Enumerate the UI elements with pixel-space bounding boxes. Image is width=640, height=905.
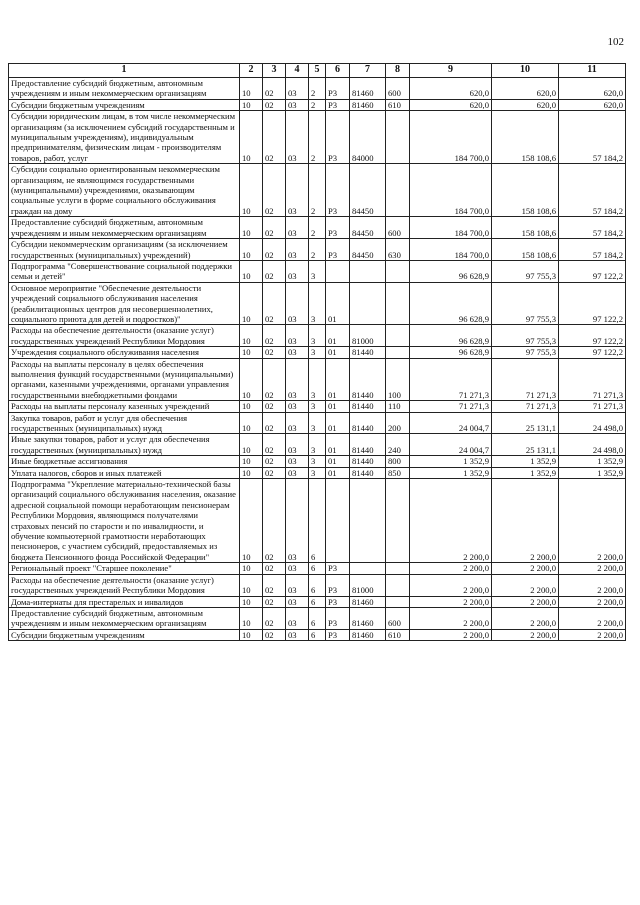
subsection-code: 02 (263, 629, 286, 640)
amount-year-3: 97 122,2 (559, 260, 626, 282)
subsection-code: 02 (263, 434, 286, 456)
direction-code: 81000 (350, 325, 386, 347)
section-code: 10 (240, 239, 263, 261)
direction-code: 81460 (350, 607, 386, 629)
amount-year-3: 2 200,0 (559, 596, 626, 607)
table-row (9, 358, 626, 401)
column-header: 10 (492, 64, 559, 78)
section-code: 10 (240, 164, 263, 217)
subprogram-code: 2 (309, 99, 326, 110)
event-code: 01 (326, 401, 350, 412)
table-row (9, 574, 626, 596)
section-code: 10 (240, 260, 263, 282)
expense-type-code: 240 (386, 434, 410, 456)
program-code: 03 (286, 358, 309, 401)
direction-code: 81460 (350, 596, 386, 607)
amount-year-1: 2 200,0 (410, 574, 492, 596)
table-row (9, 596, 626, 607)
program-code: 03 (286, 347, 309, 358)
subsection-code: 02 (263, 596, 286, 607)
subprogram-code: 6 (309, 574, 326, 596)
expense-type-code (386, 260, 410, 282)
subsection-code: 02 (263, 479, 286, 563)
amount-year-3: 71 271,3 (559, 358, 626, 401)
amount-year-2: 25 131,1 (492, 412, 559, 434)
expense-type-code: 630 (386, 239, 410, 261)
event-code: P3 (326, 596, 350, 607)
expense-type-code: 850 (386, 467, 410, 478)
direction-code: 81440 (350, 358, 386, 401)
program-code: 03 (286, 260, 309, 282)
table-row (9, 412, 626, 434)
subsection-code: 02 (263, 282, 286, 325)
section-code: 10 (240, 479, 263, 563)
event-code: 01 (326, 456, 350, 467)
row-name: Дома-интернаты для престарелых и инвалидов (9, 596, 240, 607)
amount-year-1: 2 200,0 (410, 596, 492, 607)
direction-code: 81440 (350, 401, 386, 412)
direction-code (350, 260, 386, 282)
program-code: 03 (286, 629, 309, 640)
amount-year-1: 184 700,0 (410, 239, 492, 261)
amount-year-3: 2 200,0 (559, 629, 626, 640)
amount-year-1: 24 004,7 (410, 412, 492, 434)
subprogram-code: 2 (309, 217, 326, 239)
section-code: 10 (240, 607, 263, 629)
table-row (9, 401, 626, 412)
subprogram-code: 3 (309, 456, 326, 467)
event-code (326, 479, 350, 563)
direction-code: 84450 (350, 164, 386, 217)
expense-type-code (386, 574, 410, 596)
subprogram-code: 2 (309, 164, 326, 217)
column-header: 3 (263, 64, 286, 78)
event-code: 01 (326, 282, 350, 325)
table-row (9, 239, 626, 261)
direction-code: 81460 (350, 99, 386, 110)
amount-year-1: 96 628,9 (410, 282, 492, 325)
row-name: Региональный проект "Старшее поколение" (9, 563, 240, 574)
row-name: Субсидии юридическим лицам, в том числе некоммерческим организациям (за исключением субсидий государственным и муниципальным учреждениям), индивидуальным предпринимателям, физическим лицам - производителям товаров, работ, услуг (9, 111, 240, 164)
table-row (9, 325, 626, 347)
expense-type-code: 110 (386, 401, 410, 412)
amount-year-3: 24 498,0 (559, 434, 626, 456)
amount-year-2: 620,0 (492, 99, 559, 110)
amount-year-2: 2 200,0 (492, 479, 559, 563)
section-code: 10 (240, 456, 263, 467)
expense-type-code: 600 (386, 607, 410, 629)
subsection-code: 02 (263, 99, 286, 110)
row-name: Расходы на выплаты персоналу казенных учреждений (9, 401, 240, 412)
row-name: Субсидии бюджетным учреждениям (9, 629, 240, 640)
expense-type-code (386, 596, 410, 607)
event-code: 01 (326, 467, 350, 478)
amount-year-3: 2 200,0 (559, 607, 626, 629)
table-row (9, 111, 626, 164)
expense-type-code: 600 (386, 217, 410, 239)
subprogram-code: 3 (309, 260, 326, 282)
table-row (9, 456, 626, 467)
event-code: 01 (326, 434, 350, 456)
amount-year-2: 158 108,6 (492, 239, 559, 261)
event-code: 01 (326, 412, 350, 434)
amount-year-3: 620,0 (559, 78, 626, 100)
amount-year-3: 2 200,0 (559, 479, 626, 563)
expense-type-code (386, 479, 410, 563)
event-code: 01 (326, 325, 350, 347)
header-row (9, 64, 626, 78)
program-code: 03 (286, 456, 309, 467)
amount-year-3: 1 352,9 (559, 467, 626, 478)
subsection-code: 02 (263, 347, 286, 358)
column-header: 9 (410, 64, 492, 78)
direction-code: 81000 (350, 574, 386, 596)
section-code: 10 (240, 217, 263, 239)
amount-year-1: 96 628,9 (410, 325, 492, 347)
subsection-code: 02 (263, 325, 286, 347)
section-code: 10 (240, 412, 263, 434)
subsection-code: 02 (263, 456, 286, 467)
subsection-code: 02 (263, 164, 286, 217)
amount-year-2: 158 108,6 (492, 111, 559, 164)
column-header: 1 (9, 64, 240, 78)
subsection-code: 02 (263, 401, 286, 412)
program-code: 03 (286, 596, 309, 607)
subsection-code: 02 (263, 217, 286, 239)
program-code: 03 (286, 164, 309, 217)
program-code: 03 (286, 479, 309, 563)
subprogram-code: 2 (309, 111, 326, 164)
expense-type-code: 610 (386, 629, 410, 640)
subsection-code: 02 (263, 412, 286, 434)
amount-year-2: 2 200,0 (492, 607, 559, 629)
row-name: Предоставление субсидий бюджетным, автономным учреждениям и иным некоммерческим организациям (9, 78, 240, 100)
direction-code: 84000 (350, 111, 386, 164)
amount-year-1: 71 271,3 (410, 401, 492, 412)
section-code: 10 (240, 434, 263, 456)
budget-table (8, 63, 626, 641)
subsection-code: 02 (263, 607, 286, 629)
table-row (9, 347, 626, 358)
column-header: 2 (240, 64, 263, 78)
subprogram-code: 3 (309, 467, 326, 478)
direction-code (350, 282, 386, 325)
row-name: Предоставление субсидий бюджетным, автономным учреждениям и иным некоммерческим организациям (9, 607, 240, 629)
expense-type-code: 600 (386, 78, 410, 100)
event-code: P3 (326, 217, 350, 239)
section-code: 10 (240, 99, 263, 110)
subprogram-code: 3 (309, 347, 326, 358)
amount-year-1: 2 200,0 (410, 479, 492, 563)
row-name: Субсидии социально ориентированным некоммерческим организациям, не являющимся государственными (муниципальными) учреждениями, оказывающим социальные услуги в форме социального обслуживания граждан на дому (9, 164, 240, 217)
amount-year-2: 97 755,3 (492, 260, 559, 282)
event-code: P3 (326, 164, 350, 217)
direction-code (350, 563, 386, 574)
row-name: Иные закупки товаров, работ и услуг для обеспечения государственных (муниципальных) нужд (9, 434, 240, 456)
table-row (9, 467, 626, 478)
subsection-code: 02 (263, 467, 286, 478)
table-row (9, 479, 626, 563)
amount-year-2: 97 755,3 (492, 325, 559, 347)
expense-type-code: 200 (386, 412, 410, 434)
expense-type-code (386, 111, 410, 164)
section-code: 10 (240, 596, 263, 607)
section-code: 10 (240, 111, 263, 164)
program-code: 03 (286, 607, 309, 629)
subsection-code: 02 (263, 563, 286, 574)
table-body (9, 78, 626, 641)
program-code: 03 (286, 467, 309, 478)
amount-year-1: 620,0 (410, 99, 492, 110)
table-row (9, 164, 626, 217)
program-code: 03 (286, 412, 309, 434)
amount-year-2: 71 271,3 (492, 358, 559, 401)
row-name: Уплата налогов, сборов и иных платежей (9, 467, 240, 478)
table-row (9, 99, 626, 110)
program-code: 03 (286, 401, 309, 412)
amount-year-3: 2 200,0 (559, 574, 626, 596)
direction-code (350, 479, 386, 563)
column-header: 6 (326, 64, 350, 78)
amount-year-3: 1 352,9 (559, 456, 626, 467)
row-name: Закупка товаров, работ и услуг для обеспечения государственных (муниципальных) нужд (9, 412, 240, 434)
table-row (9, 629, 626, 640)
program-code: 03 (286, 78, 309, 100)
subsection-code: 02 (263, 260, 286, 282)
row-name: Субсидии бюджетным учреждениям (9, 99, 240, 110)
expense-type-code (386, 325, 410, 347)
subprogram-code: 3 (309, 282, 326, 325)
subsection-code: 02 (263, 111, 286, 164)
event-code (326, 260, 350, 282)
section-code: 10 (240, 467, 263, 478)
program-code: 03 (286, 217, 309, 239)
direction-code: 81440 (350, 467, 386, 478)
section-code: 10 (240, 325, 263, 347)
row-name: Расходы на обеспечение деятельности (оказание услуг) государственных учреждений Республики Мордовия (9, 325, 240, 347)
direction-code: 84450 (350, 217, 386, 239)
amount-year-1: 2 200,0 (410, 607, 492, 629)
amount-year-3: 97 122,2 (559, 282, 626, 325)
page-number: 102 (607, 36, 624, 48)
amount-year-2: 158 108,6 (492, 217, 559, 239)
amount-year-3: 2 200,0 (559, 563, 626, 574)
section-code: 10 (240, 629, 263, 640)
column-header: 5 (309, 64, 326, 78)
direction-code: 81460 (350, 629, 386, 640)
section-code: 10 (240, 574, 263, 596)
row-name: Иные бюджетные ассигнования (9, 456, 240, 467)
program-code: 03 (286, 434, 309, 456)
table-row (9, 434, 626, 456)
amount-year-3: 97 122,2 (559, 347, 626, 358)
subsection-code: 02 (263, 574, 286, 596)
amount-year-3: 97 122,2 (559, 325, 626, 347)
expense-type-code: 610 (386, 99, 410, 110)
section-code: 10 (240, 563, 263, 574)
column-header: 4 (286, 64, 309, 78)
amount-year-3: 57 184,2 (559, 164, 626, 217)
event-code: 01 (326, 347, 350, 358)
amount-year-1: 24 004,7 (410, 434, 492, 456)
row-name: Субсидии некоммерческим организациям (за исключением государственных (муниципальных) учреждений) (9, 239, 240, 261)
amount-year-1: 2 200,0 (410, 563, 492, 574)
amount-year-3: 24 498,0 (559, 412, 626, 434)
program-code: 03 (286, 282, 309, 325)
amount-year-1: 96 628,9 (410, 260, 492, 282)
table-row (9, 260, 626, 282)
amount-year-2: 2 200,0 (492, 596, 559, 607)
row-name: Учреждения социального обслуживания населения (9, 347, 240, 358)
program-code: 03 (286, 574, 309, 596)
row-name: Расходы на выплаты персоналу в целях обеспечения выполнения функций государственными (муниципальными) органами, казенными учреждениями, органами управления государственными внебюджетными фондами (9, 358, 240, 401)
amount-year-2: 2 200,0 (492, 563, 559, 574)
row-name: Подпрограмма "Укрепление материально-технической базы организаций социального обслуживания населения, оказание адресной социальной помощи неработающим пенсионерам Республики Мордовия, являющимся получателями страховых пенсий по старости и по инвалидности, и обучение компьютерной грамотности неработающих пенсионеров, с участием субсидий, предоставляемых из бюджета Пенсионного фонда Российской Федерации" (9, 479, 240, 563)
event-code: P3 (326, 99, 350, 110)
amount-year-2: 158 108,6 (492, 164, 559, 217)
column-header: 11 (559, 64, 626, 78)
column-header: 8 (386, 64, 410, 78)
row-name: Предоставление субсидий бюджетным, автономным учреждениям и иным некоммерческим организациям (9, 217, 240, 239)
event-code: P3 (326, 78, 350, 100)
amount-year-1: 620,0 (410, 78, 492, 100)
amount-year-3: 57 184,2 (559, 239, 626, 261)
subsection-code: 02 (263, 78, 286, 100)
table-row (9, 78, 626, 100)
amount-year-2: 2 200,0 (492, 629, 559, 640)
subprogram-code: 6 (309, 563, 326, 574)
event-code: P3 (326, 607, 350, 629)
amount-year-2: 1 352,9 (492, 467, 559, 478)
subprogram-code: 2 (309, 78, 326, 100)
amount-year-1: 184 700,0 (410, 217, 492, 239)
subprogram-code: 2 (309, 239, 326, 261)
program-code: 03 (286, 99, 309, 110)
section-code: 10 (240, 78, 263, 100)
row-name: Основное мероприятие "Обеспечение деятельности учреждений социального обслуживания населения (реабилитационных центров для несовершеннолетних, социального приюта для детей и подростков)" (9, 282, 240, 325)
subprogram-code: 3 (309, 358, 326, 401)
expense-type-code (386, 563, 410, 574)
amount-year-2: 620,0 (492, 78, 559, 100)
amount-year-3: 57 184,2 (559, 111, 626, 164)
subprogram-code: 3 (309, 401, 326, 412)
event-code: 01 (326, 358, 350, 401)
section-code: 10 (240, 347, 263, 358)
column-header: 7 (350, 64, 386, 78)
amount-year-3: 71 271,3 (559, 401, 626, 412)
amount-year-2: 25 131,1 (492, 434, 559, 456)
direction-code: 81440 (350, 412, 386, 434)
amount-year-1: 1 352,9 (410, 456, 492, 467)
expense-type-code (386, 347, 410, 358)
event-code: P3 (326, 629, 350, 640)
section-code: 10 (240, 401, 263, 412)
amount-year-2: 1 352,9 (492, 456, 559, 467)
program-code: 03 (286, 325, 309, 347)
event-code: P3 (326, 239, 350, 261)
section-code: 10 (240, 358, 263, 401)
amount-year-3: 620,0 (559, 99, 626, 110)
amount-year-1: 184 700,0 (410, 111, 492, 164)
amount-year-2: 97 755,3 (492, 282, 559, 325)
direction-code: 81440 (350, 456, 386, 467)
direction-code: 81440 (350, 434, 386, 456)
amount-year-2: 97 755,3 (492, 347, 559, 358)
program-code: 03 (286, 111, 309, 164)
amount-year-1: 71 271,3 (410, 358, 492, 401)
expense-type-code (386, 282, 410, 325)
event-code: P3 (326, 574, 350, 596)
row-name: Расходы на обеспечение деятельности (оказание услуг) государственных учреждений Республики Мордовия (9, 574, 240, 596)
subprogram-code: 6 (309, 596, 326, 607)
program-code: 03 (286, 239, 309, 261)
amount-year-1: 184 700,0 (410, 164, 492, 217)
table-row (9, 607, 626, 629)
subprogram-code: 3 (309, 412, 326, 434)
expense-type-code: 800 (386, 456, 410, 467)
row-name: Подпрограмма "Совершенствование социальной поддержки семьи и детей" (9, 260, 240, 282)
amount-year-1: 1 352,9 (410, 467, 492, 478)
amount-year-3: 57 184,2 (559, 217, 626, 239)
subprogram-code: 6 (309, 479, 326, 563)
subprogram-code: 6 (309, 607, 326, 629)
event-code: P3 (326, 111, 350, 164)
subsection-code: 02 (263, 239, 286, 261)
event-code: P3 (326, 563, 350, 574)
direction-code: 81460 (350, 78, 386, 100)
direction-code: 84450 (350, 239, 386, 261)
subsection-code: 02 (263, 358, 286, 401)
table-row (9, 282, 626, 325)
section-code: 10 (240, 282, 263, 325)
amount-year-1: 2 200,0 (410, 629, 492, 640)
table-row (9, 217, 626, 239)
amount-year-2: 71 271,3 (492, 401, 559, 412)
amount-year-1: 96 628,9 (410, 347, 492, 358)
subprogram-code: 3 (309, 434, 326, 456)
subprogram-code: 6 (309, 629, 326, 640)
expense-type-code (386, 164, 410, 217)
expense-type-code: 100 (386, 358, 410, 401)
program-code: 03 (286, 563, 309, 574)
amount-year-2: 2 200,0 (492, 574, 559, 596)
table-row (9, 563, 626, 574)
subprogram-code: 3 (309, 325, 326, 347)
direction-code: 81440 (350, 347, 386, 358)
